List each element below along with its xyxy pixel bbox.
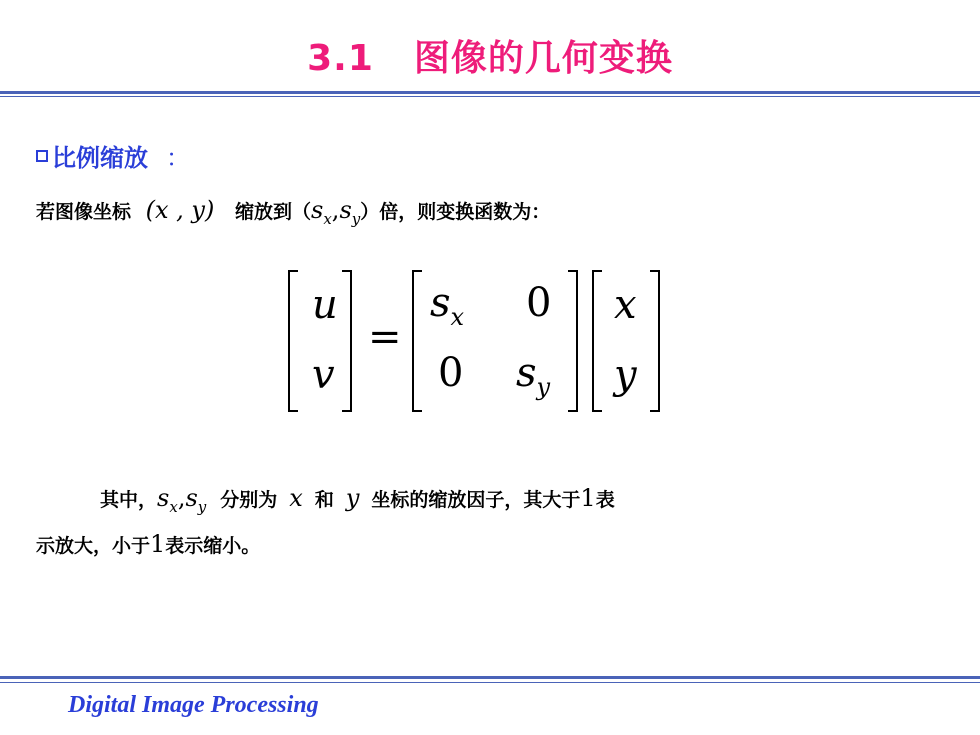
footer-rule-thin xyxy=(0,682,980,683)
matrix-m22: $s_y$ xyxy=(516,350,551,401)
explanation-lead: 其中， xyxy=(100,489,158,511)
explanation-part2: 和 xyxy=(314,489,334,511)
lhs-v: v xyxy=(312,352,335,398)
coord-expression: (x , y) xyxy=(145,196,215,224)
number-one-b: 1 xyxy=(150,530,166,558)
bullet-text: 比例缩放 xyxy=(52,144,148,172)
line1-suffix: ）倍，则变换函数为： xyxy=(360,201,551,223)
lhs-bracket-left xyxy=(288,270,298,412)
header-rule xyxy=(0,91,980,94)
square-bullet-icon xyxy=(36,150,48,162)
scale-sy: $s_y$ xyxy=(339,196,361,228)
footer-rule xyxy=(0,676,980,679)
header-rule-thin xyxy=(0,96,980,97)
var-y: y xyxy=(345,484,360,512)
bullet-colon: ： xyxy=(166,144,190,172)
bullet-heading xyxy=(36,138,190,173)
footer-course-title: Digital Image Processing xyxy=(68,692,319,718)
explanation-line2-a: 示放大，小于 xyxy=(36,535,151,557)
explanation-line-1 xyxy=(100,484,615,516)
matrix-equation xyxy=(288,270,668,410)
matrix-m11: $s_x$ xyxy=(430,280,465,331)
matrix-bracket-right xyxy=(568,270,578,412)
factor-sx: $s_x$ xyxy=(157,484,178,516)
rhs-x: x xyxy=(614,282,637,328)
line1-prefix: 若图像坐标 xyxy=(36,201,132,223)
section-number: 3.1 xyxy=(307,38,374,79)
line1-middle: 缩放到（ xyxy=(234,201,311,223)
var-x: x xyxy=(289,484,303,512)
explanation-line-2 xyxy=(36,530,260,558)
rhs-y: y xyxy=(614,352,637,398)
number-one-a: 1 xyxy=(580,484,596,512)
explanation-part3: 坐标的缩放因子，其大于 xyxy=(371,489,581,511)
scale-comma: , xyxy=(331,196,340,224)
slide-title xyxy=(0,30,980,81)
explanation-part1: 分别为 xyxy=(220,489,278,511)
rhs-bracket-right xyxy=(650,270,660,412)
factor-comma: , xyxy=(177,484,186,512)
matrix-m21: 0 xyxy=(438,350,464,396)
lhs-bracket-right xyxy=(342,270,352,412)
lhs-u: u xyxy=(312,282,338,328)
factor-sy: $s_y$ xyxy=(185,484,207,516)
scale-sx: $s_x$ xyxy=(311,196,332,228)
rhs-bracket-left xyxy=(592,270,602,412)
title-text: 图像的几何变换 xyxy=(413,38,673,79)
explanation-part4: 表 xyxy=(595,489,615,511)
equals-sign: = xyxy=(368,314,402,360)
definition-line xyxy=(36,196,550,228)
explanation-line2-b: 表示缩小。 xyxy=(165,535,261,557)
matrix-m12: 0 xyxy=(526,280,552,326)
matrix-bracket-left xyxy=(412,270,422,412)
